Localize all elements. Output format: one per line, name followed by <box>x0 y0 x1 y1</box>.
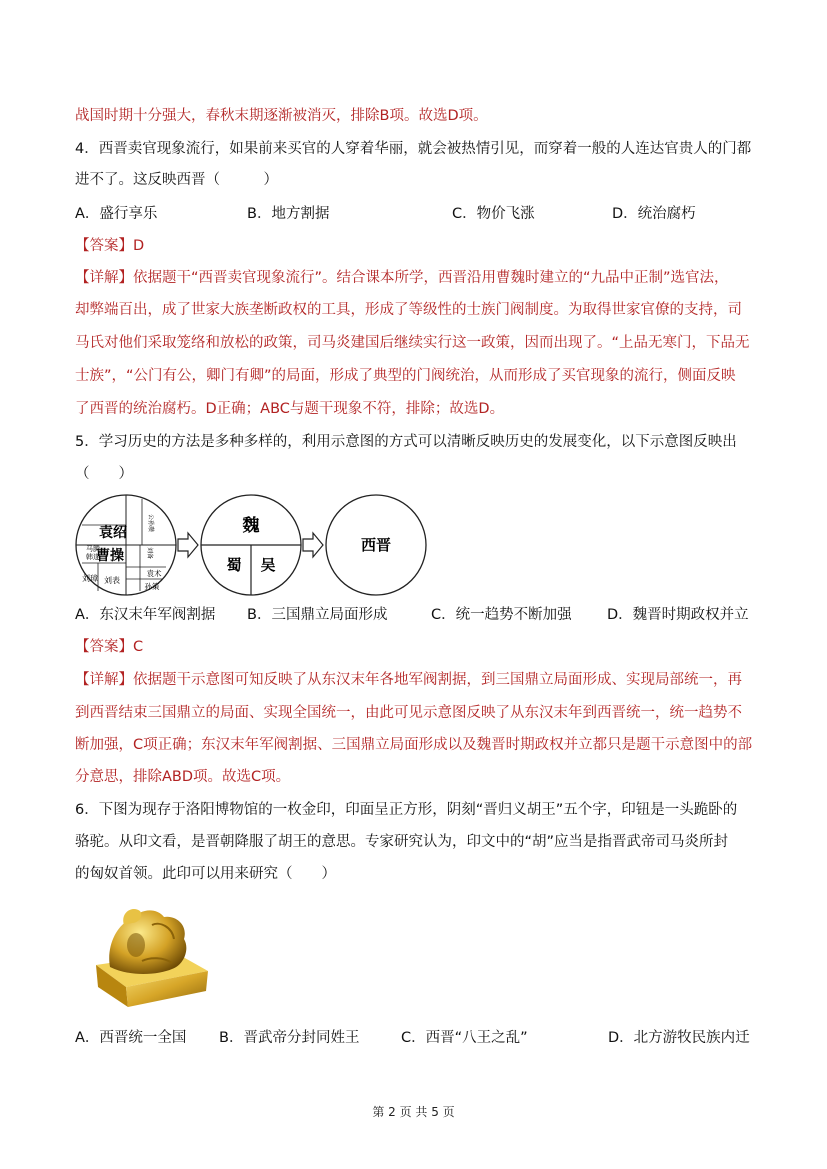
q4-detail-text1: 依据题干“西晋卖官现象流行”。结合课本所学，西晋沿用曹魏时建立的“九品中正制”选官法， <box>133 270 729 286</box>
label-sunce: 孙策 <box>144 582 160 591</box>
q5-answer-label: 【答案】 <box>75 639 133 655</box>
q6-option-b[interactable]: B．晋武帝分封同姓王 <box>219 1030 360 1046</box>
q5-option-a[interactable]: A．东汉末年军阀割据 <box>75 607 216 623</box>
q4-answer-value: D <box>133 238 145 254</box>
label-yuanshao: 袁绍 <box>99 525 127 541</box>
q5-detail-line1 <box>75 670 742 690</box>
q5-detail-label: 【详解】 <box>75 672 133 688</box>
label-xijin: 西晋 <box>360 536 392 554</box>
label-wu: 吴 <box>260 556 276 574</box>
q6-stem-line3: 的匈奴首领。此印可以用来研究（ ） <box>75 866 336 882</box>
label-gongsunzan: 公孙瓒 <box>147 513 154 533</box>
q4-stem-line2: 进不了。这反映西晋（ ） <box>75 172 278 188</box>
q5-option-c[interactable]: C．统一趋势不断加强 <box>431 607 572 623</box>
label-shu: 蜀 <box>226 556 242 574</box>
label-caocao: 曹操 <box>96 548 124 564</box>
prev-explanation-tail: 战国时期十分强大，春秋末期逐渐被消灭，排除B项。故选D项。 <box>75 108 488 124</box>
q4-detail-line4: 士族”，“公门有公，卿门有卿”的局面，形成了典型的门阀统治，从而形成了买官现象的流行，侧面反映 <box>75 368 736 384</box>
label-wei: 魏 <box>242 516 260 536</box>
page-footer: 第 2 页 共 5 页 <box>372 1105 455 1119</box>
q4-detail-line1 <box>75 268 729 288</box>
q4-answer-label: 【答案】 <box>75 238 133 254</box>
q6-option-a[interactable]: A．西晋统一全国 <box>75 1030 187 1046</box>
q6-option-d[interactable]: D．北方游牧民族内迁 <box>608 1030 750 1046</box>
q5-stem-line2: （ ） <box>75 466 133 482</box>
label-liubei: 刘备 <box>146 546 153 560</box>
q5-option-d[interactable]: D．魏晋时期政权并立 <box>607 607 749 623</box>
label-liuzhang: 刘璋 <box>82 574 98 583</box>
q4-detail-line3: 马氏对他们采取笼络和放松的政策，司马炎建国后继续实行这一政策，因而出现了。“上品无寒门，下品无 <box>75 335 750 351</box>
knob-hole <box>127 933 145 957</box>
arrow-icon <box>303 533 323 557</box>
q4-option-b[interactable]: B．地方割据 <box>247 206 330 222</box>
q6-stem-line1: 6．下图为现存于洛阳博物馆的一枚金印，印面呈正方形，阴刻“晋归义胡王”五个字，印钮是一头跪卧的 <box>75 802 738 818</box>
q5-detail-line2: 到西晋结束三国鼎立的局面、实现全国统一，由此可见示意图反映了从东汉末年到西晋统一，统一趋势不 <box>75 705 742 721</box>
q4-detail-line2: 却弊端百出，成了世家大族垄断政权的工具，形成了等级性的士族门阀制度。为取得世家官僚的支持，司 <box>75 302 742 318</box>
q4-detail-label: 【详解】 <box>75 270 133 286</box>
q4-detail-line5: 了西晋的统治腐朽。D正确；ABC与题干现象不符，排除；故选D。 <box>75 401 505 417</box>
q5-answer-value: C <box>133 639 144 655</box>
q5-answer <box>75 637 143 657</box>
q4-option-c[interactable]: C．物价飞涨 <box>452 206 535 222</box>
q4-answer <box>75 236 144 256</box>
label-liubiao: 刘表 <box>104 576 120 585</box>
q5-detail-text1: 依据题干示意图可知反映了从东汉末年各地军阀割据，到三国鼎立局面形成、实现局部统一，再 <box>133 672 742 688</box>
camel-knob <box>109 910 186 974</box>
q4-option-a[interactable]: A．盛行享乐 <box>75 206 158 222</box>
label-hansui: 韩遂 <box>86 553 100 561</box>
q6-option-c[interactable]: C．西晋“八王之乱” <box>401 1030 528 1046</box>
q5-stem-line1: 5．学习历史的方法是多种多样的，利用示意图的方式可以清晰反映历史的发展变化，以下示意图反映出 <box>75 434 737 450</box>
q6-stem-line2: 骆驼。从印文看，是晋朝降服了胡王的意思。专家研究认为，印文中的“胡”应当是指晋武帝司马炎所封 <box>75 834 729 850</box>
gold-seal-image <box>80 895 220 1015</box>
q5-diagram <box>74 493 454 597</box>
label-mateng: 马腾 <box>86 545 100 553</box>
label-yuanshu: 袁术 <box>146 569 162 578</box>
q5-detail-line4: 分意思，排除ABD项。故选C项。 <box>75 769 291 785</box>
arrow-icon <box>178 533 198 557</box>
q4-option-d[interactable]: D．统治腐朽 <box>612 206 696 222</box>
q5-option-b[interactable]: B．三国鼎立局面形成 <box>247 607 388 623</box>
q4-stem-line1: 4．西晋卖官现象流行，如果前来买官的人穿着华丽，就会被热情引见，而穿着一般的人连达官贵人的门都 <box>75 141 752 157</box>
q5-detail-line3: 断加强，C项正确；东汉末年军阀割据、三国鼎立局面形成以及魏晋时期政权并立都只是题干示意图中的部 <box>75 737 753 753</box>
